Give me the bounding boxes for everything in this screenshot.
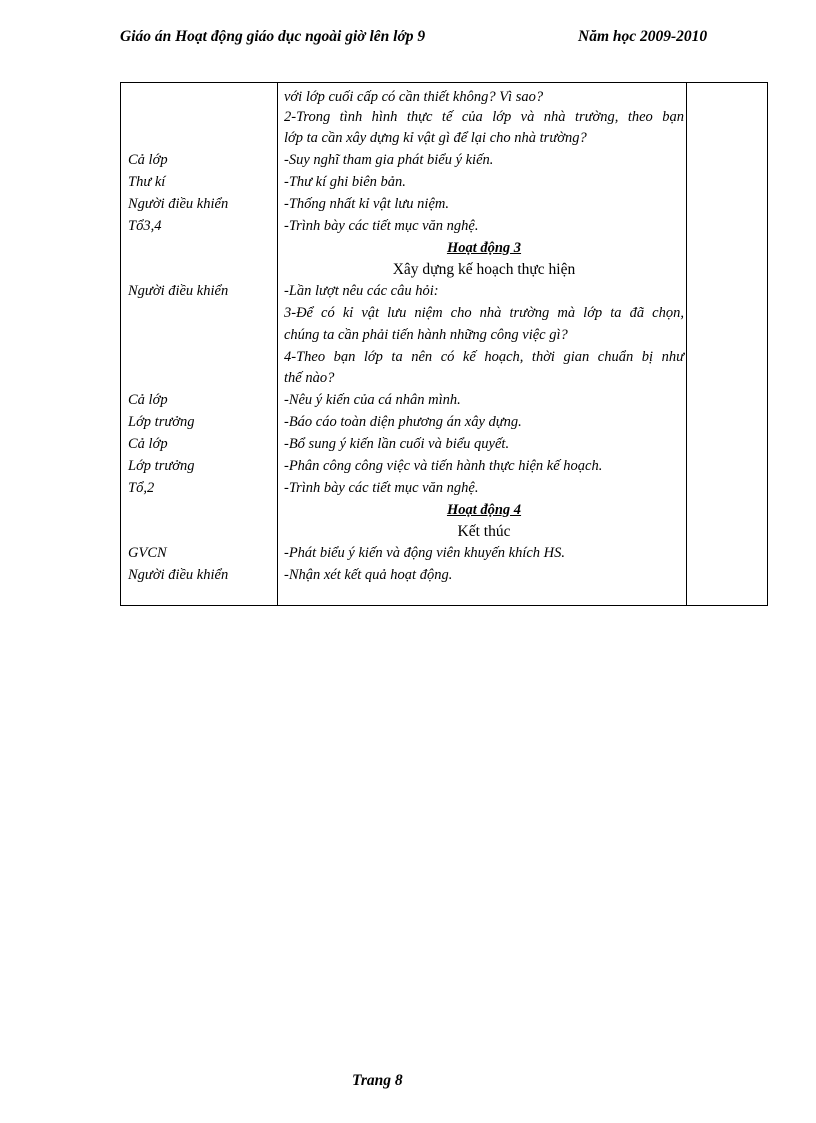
- participant-label: Người điều khiển: [128, 567, 229, 583]
- activity-text: -Suy nghĩ tham gia phát biểu ý kiến.: [284, 152, 494, 168]
- activity-text: -Báo cáo toàn diện phương án xây dựng.: [284, 414, 522, 430]
- activity-text: 3-Để có kỉ vật lưu niệm cho nhà trường mà lớp ta đã chọn,: [284, 305, 684, 321]
- participant-label: Lớp trưởng: [128, 414, 195, 430]
- activity-text: 4-Theo bạn lớp ta nên có kế hoạch, thời gian chuẩn bị như: [284, 349, 684, 365]
- activity-text: thế nào?: [284, 370, 335, 386]
- participant-label: GVCN: [128, 545, 167, 561]
- header-title: Giáo án Hoạt động giáo dục ngoài giờ lên lớp 9: [120, 28, 426, 45]
- activity-text: -Thư kí ghi biên bản.: [284, 174, 406, 190]
- participant-label: Tổ3,4: [128, 218, 162, 234]
- column-divider: [686, 83, 687, 605]
- participant-label: Cả lớp: [128, 152, 168, 168]
- activity-text: chúng ta cần phải tiến hành những công việc gì?: [284, 327, 568, 343]
- activity-text: 2-Trong tình hình thực tế của lớp và nhà trường, theo bạn: [284, 109, 684, 125]
- activity-3-heading: Hoạt động 3: [446, 240, 522, 256]
- participant-label: Lớp trưởng: [128, 458, 195, 474]
- activity-text: -Nêu ý kiến của cá nhân mình.: [284, 392, 461, 408]
- activity-text: -Nhận xét kết quả hoạt động.: [284, 567, 453, 583]
- participant-label: Thư kí: [128, 174, 166, 190]
- participant-label: Người điều khiển: [128, 196, 229, 212]
- activity-text: -Thống nhất kỉ vật lưu niệm.: [284, 196, 449, 212]
- activity-text: -Bổ sung ý kiến lần cuối và biểu quyết.: [284, 436, 510, 452]
- activity-text: với lớp cuối cấp có cần thiết không? Vì sao?: [284, 89, 544, 105]
- page-header: [120, 28, 720, 50]
- participant-label: Người điều khiển: [128, 283, 229, 299]
- participant-label: Tổ,2: [128, 480, 155, 496]
- page-number: Trang 8: [352, 1072, 403, 1089]
- activity-text: -Phát biểu ý kiến và động viên khuyến khích HS.: [284, 545, 566, 561]
- activity-4-subtitle: Kết thúc: [457, 523, 511, 540]
- activity-text: lớp ta cần xây dựng kỉ vật gì để lại cho nhà trường?: [284, 130, 587, 146]
- activity-text: -Trình bày các tiết mục văn nghệ.: [284, 218, 479, 234]
- participant-label: Cả lớp: [128, 392, 168, 408]
- column-divider: [277, 83, 278, 605]
- activity-text: -Trình bày các tiết mục văn nghệ.: [284, 480, 479, 496]
- header-school-year: Năm học 2009-2010: [578, 28, 708, 45]
- activity-text: -Phân công công việc và tiến hành thực hiện kế hoạch.: [284, 458, 603, 474]
- activity-3-subtitle: Xây dựng kế hoạch thực hiện: [392, 261, 576, 278]
- participant-label: Cả lớp: [128, 436, 168, 452]
- activity-text: -Lần lượt nêu các câu hỏi:: [284, 283, 439, 299]
- activity-4-heading: Hoạt động 4: [446, 502, 522, 518]
- lesson-table: [120, 82, 768, 606]
